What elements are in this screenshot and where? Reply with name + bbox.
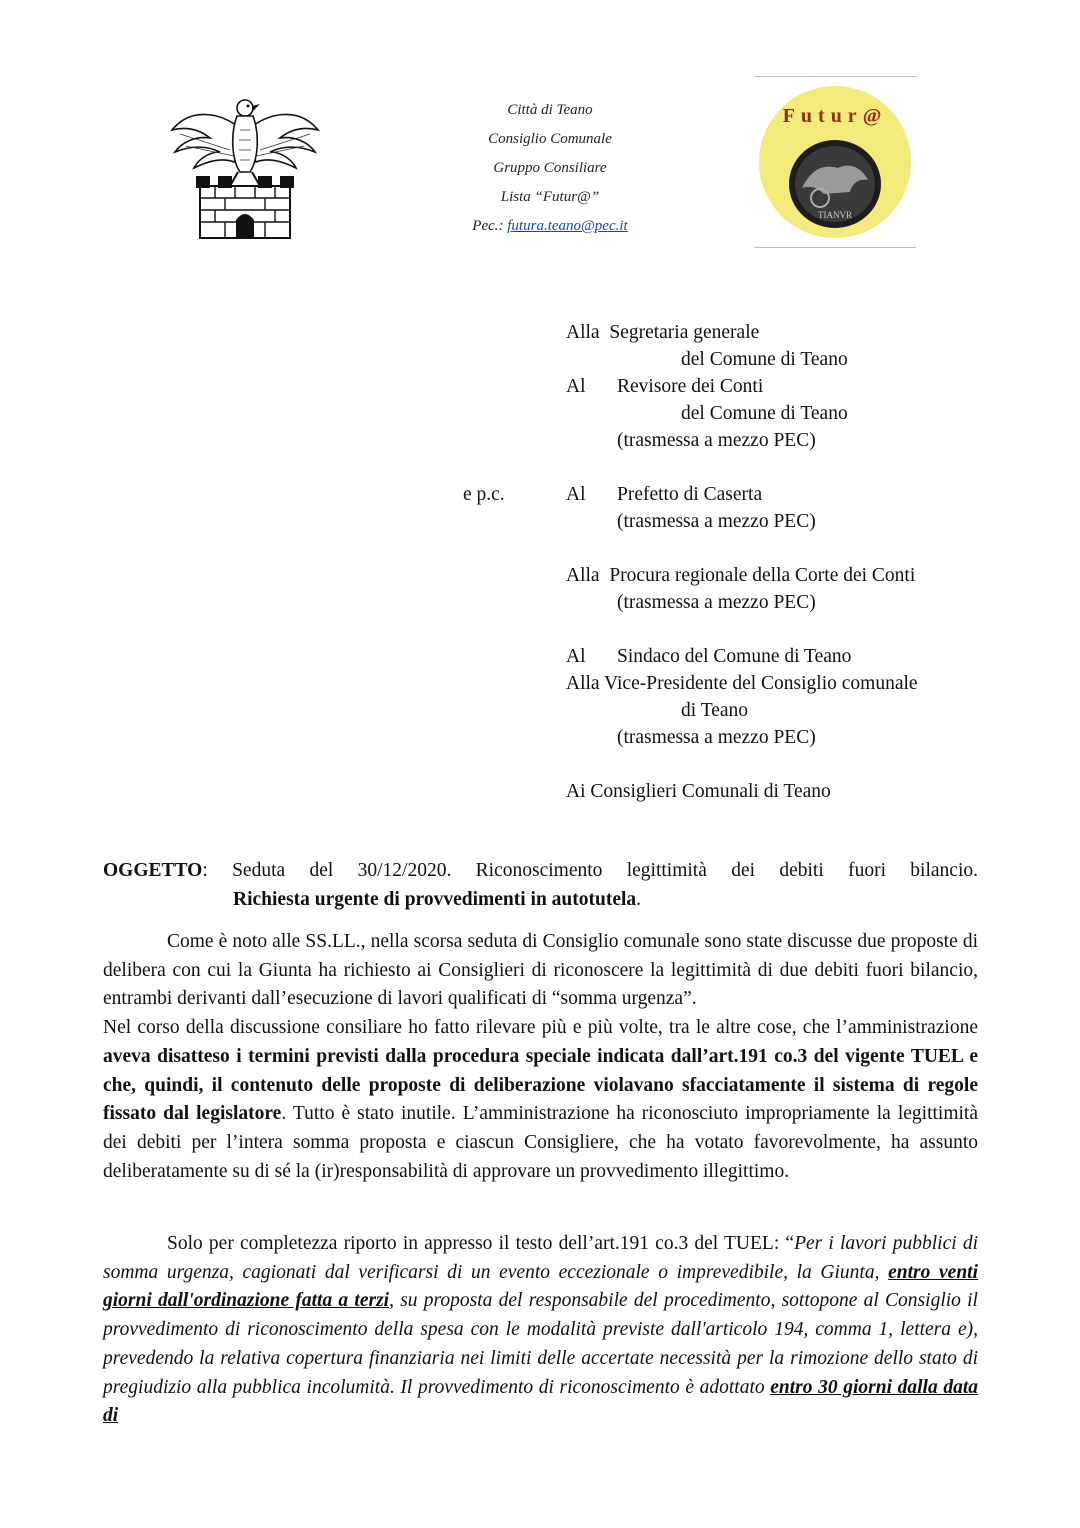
recipient-secretary: Alla Segretaria generale [566,322,760,343]
recipient-mayor-prep: Al [566,646,586,667]
recipient-auditor: Revisore dei Conti [617,376,764,397]
quote-bold-2: entro 30 giorni dalla data di [103,1376,979,1427]
recipient-court-note: (trasmessa a mezzo PEC) [617,592,816,613]
paragraph-1-body: Nel corso della discussione consiliare ho fatto rilevare più e più volte, tra le altre cose, che l’amministrazione aveva disatteso i termini previsti dalla procedura speciale indicata dall’art.191 co.3 del vigente TUEL e che, quindi, il contenuto delle proposte di deliberazione violavano sfacciatamente il sistema di regole fissato dal legislatore. Tutto è stato inutile. L’amministrazione ha riconosciuto impropriamente la legittimità dei debiti per l’intera somma proposta e ciascun Consigliere, che ha votato favorevolmente, ha assunto deliberatamente su di sé la (ir)responsabilità di approvare un provvedimento illegittimo. [103,1017,978,1182]
pec-label: Pec.: [472,218,504,234]
recipient-mayor: Sindaco del Comune di Teano [617,646,852,667]
quote-part-2: , su proposta del responsabile del procedimento, sottopone al Consiglio il provvedimento di riconoscimento della spesa con le modalità previste dall'articolo 194, comma 1, lettera e), prevedendo la relativa copertura finanziaria nei limiti delle accertate necessità per la rimozione dello stato di pregiudizio alla pubblica incolumità. Il provvedimento di riconoscimento è adottato [103,1290,978,1398]
recipient-prefect: Prefetto di Caserta [617,484,763,505]
subject-line [103,857,978,886]
logo-top-rule [754,76,916,77]
letterhead-pec [430,212,670,241]
paragraph-1-intro: Come è noto alle SS.LL., nella scorsa seduta di Consiglio comunale sono state discusse due proposte di delibera con cui la Giunta ha richiesto ai Consiglieri di riconoscere la legittimità di due debiti fuori bilancio, entrambi derivanti dall’esecuzione di lavori qualificati di “somma urgenza”. [103,931,978,1010]
group-letterhead [430,96,670,241]
cc-label: e p.c. [463,484,505,505]
subject-block [103,857,978,914]
logo-text: Futur@ [782,105,888,127]
recipient-vice-president-note: (trasmessa a mezzo PEC) [617,727,816,748]
letterhead-council: Consiglio Comunale [488,131,612,147]
letterhead-group: Gruppo Consiliare [493,160,607,176]
quote-part-1: Per i lavori pubblici di somma urgenza, cagionati dal verificarsi di un evento eccezionale o imprevedibile, la Giunta, [103,1233,979,1283]
logo-bottom-rule [754,247,916,248]
letterhead-city: Città di Teano [507,102,593,118]
quote-bold-1: entro venti giorni dall'ordinazione fatta a terzi [103,1261,978,1312]
coin-text: TIANVR [818,210,852,220]
subject-text: : Seduta del 30/12/2020. Riconoscimento legittimità dei debiti fuori bilancio. [202,860,978,881]
recipient-auditor-note: (trasmessa a mezzo PEC) [617,430,816,451]
subject-bold-line: Richiesta urgente di provvedimenti in autotutela. [233,888,642,910]
recipient-prefect-note: (trasmessa a mezzo PEC) [617,511,816,532]
paragraph-1 [103,928,978,1186]
city-crest-eagle-castle-icon [160,90,330,240]
recipient-secretary-sub: del Comune di Teano [681,349,848,370]
recipient-auditor-prep: Al [566,376,586,397]
paragraph-2-intro: Solo per completezza riporto in appresso il testo dell’art.191 co.3 del TUEL: “ [167,1233,795,1254]
recipient-councillors: Ai Consiglieri Comunali di Teano [566,781,831,802]
recipient-court: Alla Procura regionale della Corte dei Conti [566,565,916,586]
recipient-prefect-prep: Al [566,484,586,505]
futura-coin-logo-icon [754,76,916,248]
paragraph-2 [103,1230,978,1431]
futura-logo [754,76,916,248]
pec-address-link[interactable]: futura.teano@pec.it [507,218,628,234]
recipient-vice-president: Alla Vice-Presidente del Consiglio comunale [566,673,918,694]
subject-label: OGGETTO [103,860,203,881]
recipient-vice-president-sub: di Teano [681,700,749,721]
letterhead-list: Lista “Futur@” [500,189,600,205]
recipient-auditor-sub: del Comune di Teano [681,403,848,424]
